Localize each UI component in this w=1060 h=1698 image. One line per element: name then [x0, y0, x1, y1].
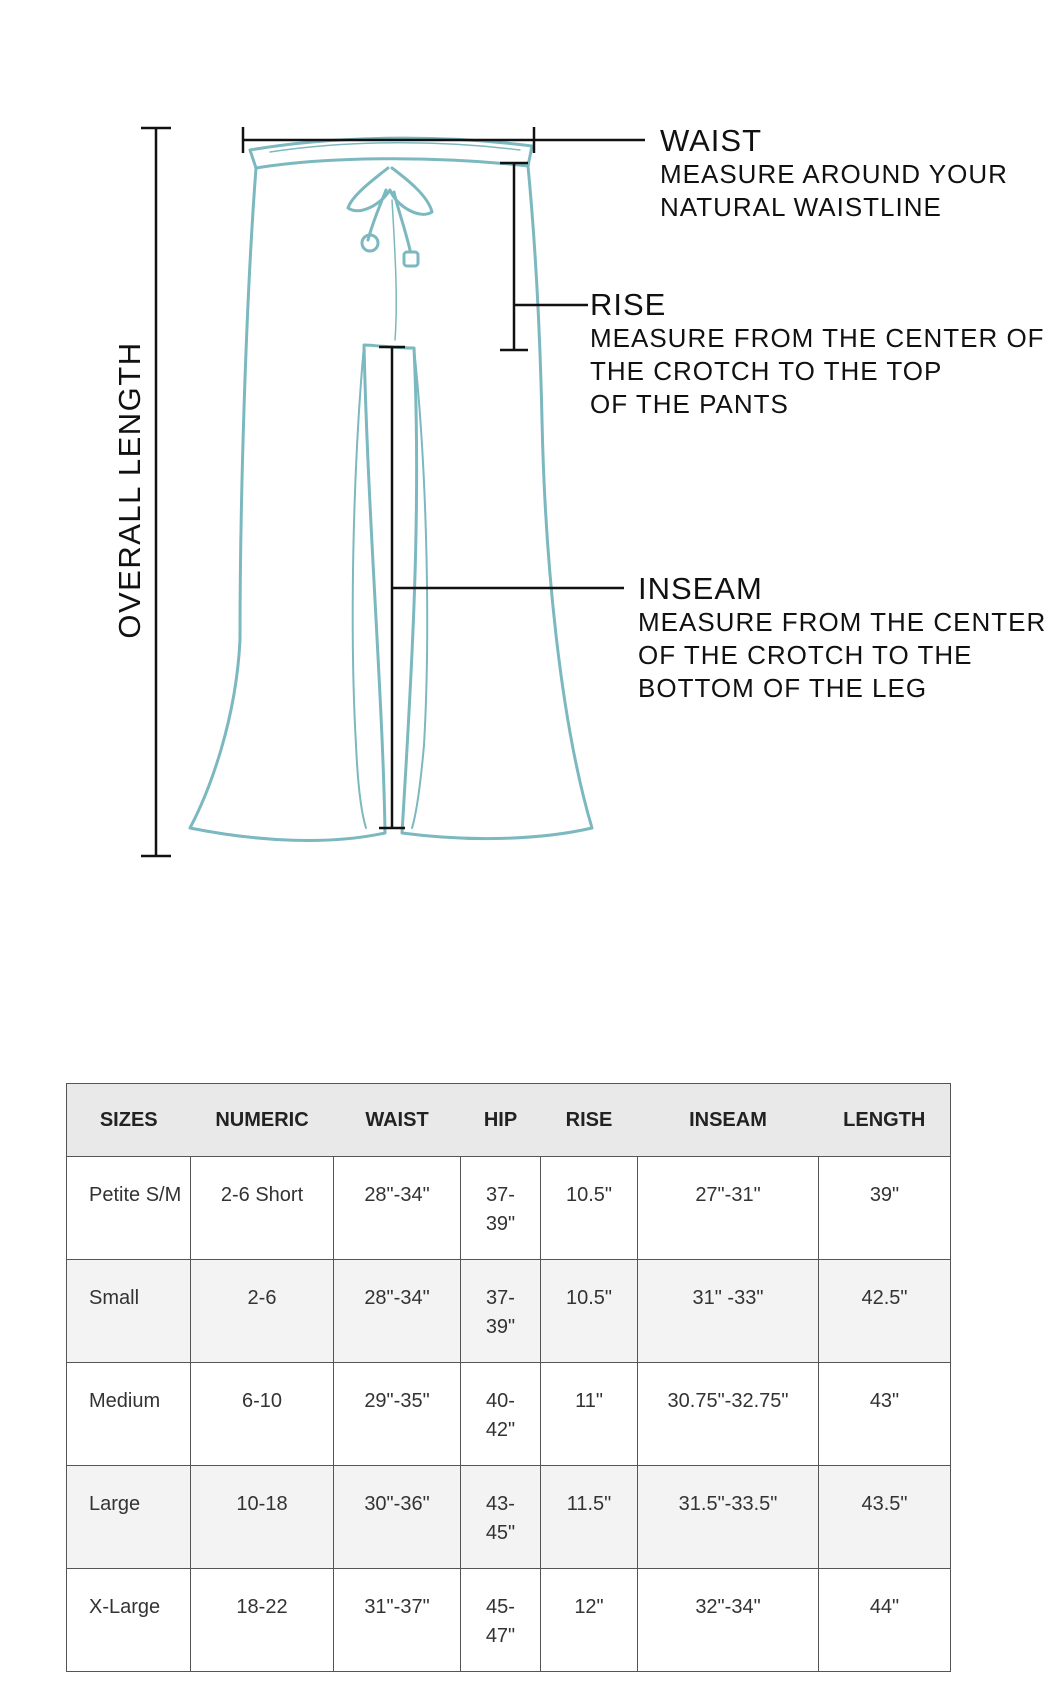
waist-callout: [660, 124, 1008, 224]
cell-length: 39": [819, 1157, 951, 1260]
rise-description: MEASURE FROM THE CENTER OF THE CROTCH TO THE TOP OF THE PANTS: [590, 323, 1045, 419]
table-row: [67, 1569, 951, 1672]
table-header-row: [67, 1084, 951, 1157]
waist-title: WAIST: [660, 123, 763, 158]
waist-description: MEASURE AROUND YOUR NATURAL WAISTLINE: [660, 159, 1008, 222]
header-rise: RISE: [541, 1084, 638, 1157]
cell-rise: 10.5": [541, 1157, 638, 1260]
cell-size: X-Large: [67, 1569, 191, 1672]
table-row: [67, 1157, 951, 1260]
cell-inseam: 32"-34": [638, 1569, 819, 1672]
rise-title: RISE: [590, 287, 667, 322]
cell-rise: 12": [541, 1569, 638, 1672]
cell-numeric: 18-22: [191, 1569, 334, 1672]
cell-waist: 29"-35": [334, 1363, 461, 1466]
cell-numeric: 2-6: [191, 1260, 334, 1363]
cell-waist: 28"-34": [334, 1157, 461, 1260]
cell-size: Large: [67, 1466, 191, 1569]
table-row: [67, 1466, 951, 1569]
cell-hip: 37-39": [461, 1157, 541, 1260]
cell-hip: 45-47": [461, 1569, 541, 1672]
rise-callout: [590, 288, 1045, 421]
header-hip: HIP: [461, 1084, 541, 1157]
cell-length: 43": [819, 1363, 951, 1466]
cell-hip: 37-39": [461, 1260, 541, 1363]
header-sizes: SIZES: [67, 1084, 191, 1157]
table-row: [67, 1260, 951, 1363]
cell-size: Medium: [67, 1363, 191, 1466]
drawstring-bow: [348, 168, 432, 214]
inseam-description: MEASURE FROM THE CENTER OF THE CROTCH TO THE BOTTOM OF THE LEG: [638, 607, 1047, 703]
overall-length-label: OVERALL LENGTH: [112, 341, 147, 639]
cell-numeric: 10-18: [191, 1466, 334, 1569]
cell-waist: 30"-36": [334, 1466, 461, 1569]
header-length: LENGTH: [819, 1084, 951, 1157]
cell-rise: 11.5": [541, 1466, 638, 1569]
measurement-lines: [141, 127, 645, 856]
cell-size: Small: [67, 1260, 191, 1363]
cell-length: 42.5": [819, 1260, 951, 1363]
inseam-callout: [638, 572, 1046, 705]
cell-waist: 31"-37": [334, 1569, 461, 1672]
header-waist: WAIST: [334, 1084, 461, 1157]
size-chart-table: [66, 1083, 951, 1672]
cell-numeric: 2-6 Short: [191, 1157, 334, 1260]
cell-size: Petite S/M: [67, 1157, 191, 1260]
cell-rise: 11": [541, 1363, 638, 1466]
cell-rise: 10.5": [541, 1260, 638, 1363]
cell-numeric: 6-10: [191, 1363, 334, 1466]
cell-inseam: 31.5"-33.5": [638, 1466, 819, 1569]
header-numeric: NUMERIC: [191, 1084, 334, 1157]
cell-hip: 43-45": [461, 1466, 541, 1569]
cell-waist: 28"-34": [334, 1260, 461, 1363]
inseam-title: INSEAM: [638, 571, 763, 606]
table-row: [67, 1363, 951, 1466]
cell-inseam: 30.75"-32.75": [638, 1363, 819, 1466]
cell-length: 43.5": [819, 1466, 951, 1569]
cell-length: 44": [819, 1569, 951, 1672]
cell-hip: 40-42": [461, 1363, 541, 1466]
cell-inseam: 31" -33": [638, 1260, 819, 1363]
cell-inseam: 27"-31": [638, 1157, 819, 1260]
header-inseam: INSEAM: [638, 1084, 819, 1157]
